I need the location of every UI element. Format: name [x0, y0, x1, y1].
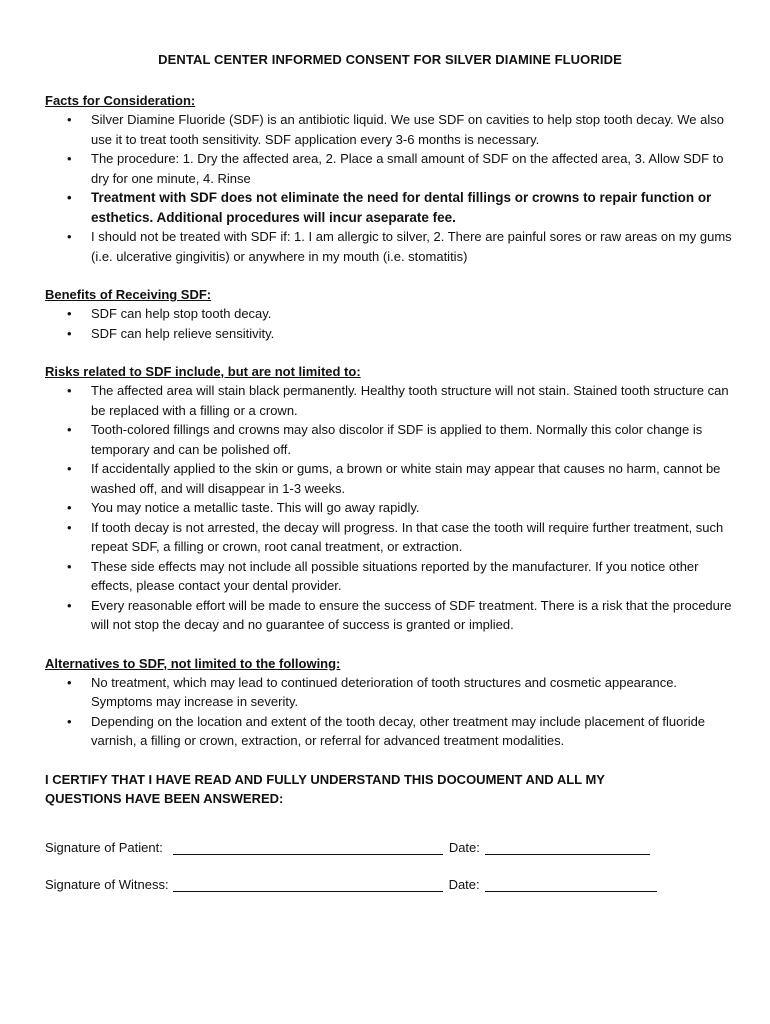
list-item: • Tooth-colored fillings and crowns may also discolor if SDF is applied to them. Normally this color change is temporary and can be polished off.: [45, 420, 735, 459]
list-item: • If accidentally applied to the skin or gums, a brown or white stain may appear that causes no harm, cannot be washed off, and will disappear in 1-3 weeks.: [45, 459, 735, 498]
patient-signature-row: [45, 836, 735, 855]
list-item: • Silver Diamine Fluoride (SDF) is an antibiotic liquid. We use SDF on cavities to help stop tooth decay. We also use it to treat tooth sensitivity. SDF application every 3-6 months is necessary.: [45, 110, 735, 149]
list-item: • No treatment, which may lead to continued deterioration of tooth structures and cosmetic appearance. Symptoms may increase in severity.: [45, 673, 735, 712]
section-heading: Facts for Consideration:: [45, 93, 196, 108]
list-item: • These side effects may not include all possible situations reported by the manufacturer. If you notice other effects, please contact your dental provider.: [45, 557, 735, 596]
patient-signature-label: Signature of Patient:: [45, 839, 163, 855]
document-title: DENTAL CENTER INFORMED CONSENT FOR SILVER DIAMINE FLUORIDE: [158, 52, 622, 67]
list-item: • Every reasonable effort will be made to ensure the success of SDF treatment. There is a risk that the procedure will not stop the decay and no guarantee of success is granted or implied.: [45, 596, 735, 635]
bullet-list: [45, 381, 735, 635]
list-item: • If tooth decay is not arrested, the decay will progress. In that case the tooth will require further treatment, such repeat SDF, a filling or crown, root canal treatment, or extraction.: [45, 518, 735, 557]
bullet-list: [45, 673, 735, 751]
patient-date-label: Date:: [448, 839, 480, 855]
list-item: • The procedure: 1. Dry the affected area, 2. Place a small amount of SDF on the affected area, 3. Allow SDF to dry for one minute, 4. Rinse: [45, 149, 735, 188]
witness-signature-line[interactable]: [173, 877, 443, 892]
list-item: • Depending on the location and extent of the tooth decay, other treatment may include placement of fluoride varnish, a filling or crown, extraction, or referral for advanced treatment modalities.: [45, 712, 735, 751]
consent-document: [45, 52, 735, 910]
patient-signature-line[interactable]: [173, 840, 443, 855]
bullet-list: [45, 304, 735, 343]
list-item: • The affected area will stain black permanently. Healthy tooth structure will not stain. Stained tooth structure can be replaced with a filling or a crown.: [45, 381, 735, 420]
witness-signature-row: [45, 873, 735, 892]
sections-container: [45, 91, 735, 751]
list-item: • You may notice a metallic taste. This will go away rapidly.: [45, 498, 735, 518]
patient-date-line[interactable]: [485, 840, 650, 855]
section-heading: Benefits of Receiving SDF:: [45, 287, 212, 302]
list-item: • SDF can help stop tooth decay.: [45, 304, 735, 324]
certification-statement: I CERTIFY THAT I HAVE READ AND FULLY UNDERSTAND THIS DOCOUMENT AND ALL MY QUESTIONS HAVE BEEN ANSWERED:: [45, 771, 605, 806]
witness-date-line[interactable]: [485, 877, 657, 892]
section-heading: Risks related to SDF include, but are not limited to:: [45, 364, 361, 379]
list-item: • SDF can help relieve sensitivity.: [45, 324, 735, 344]
list-item: • I should not be treated with SDF if: 1. I am allergic to silver, 2. There are painful sores or raw areas on my gums (i.e. ulcerative gingivitis) or anywhere in my mouth (i.e. stomatitis): [45, 227, 735, 266]
bullet-list: [45, 110, 735, 266]
list-item: • Treatment with SDF does not eliminate the need for dental fillings or crowns to repair function or esthetics. Additional procedures will incur aseparate fee.: [45, 188, 735, 227]
witness-date-label: Date:: [448, 876, 480, 892]
witness-signature-label: Signature of Witness:: [45, 876, 169, 892]
section-heading: Alternatives to SDF, not limited to the following:: [45, 655, 341, 671]
